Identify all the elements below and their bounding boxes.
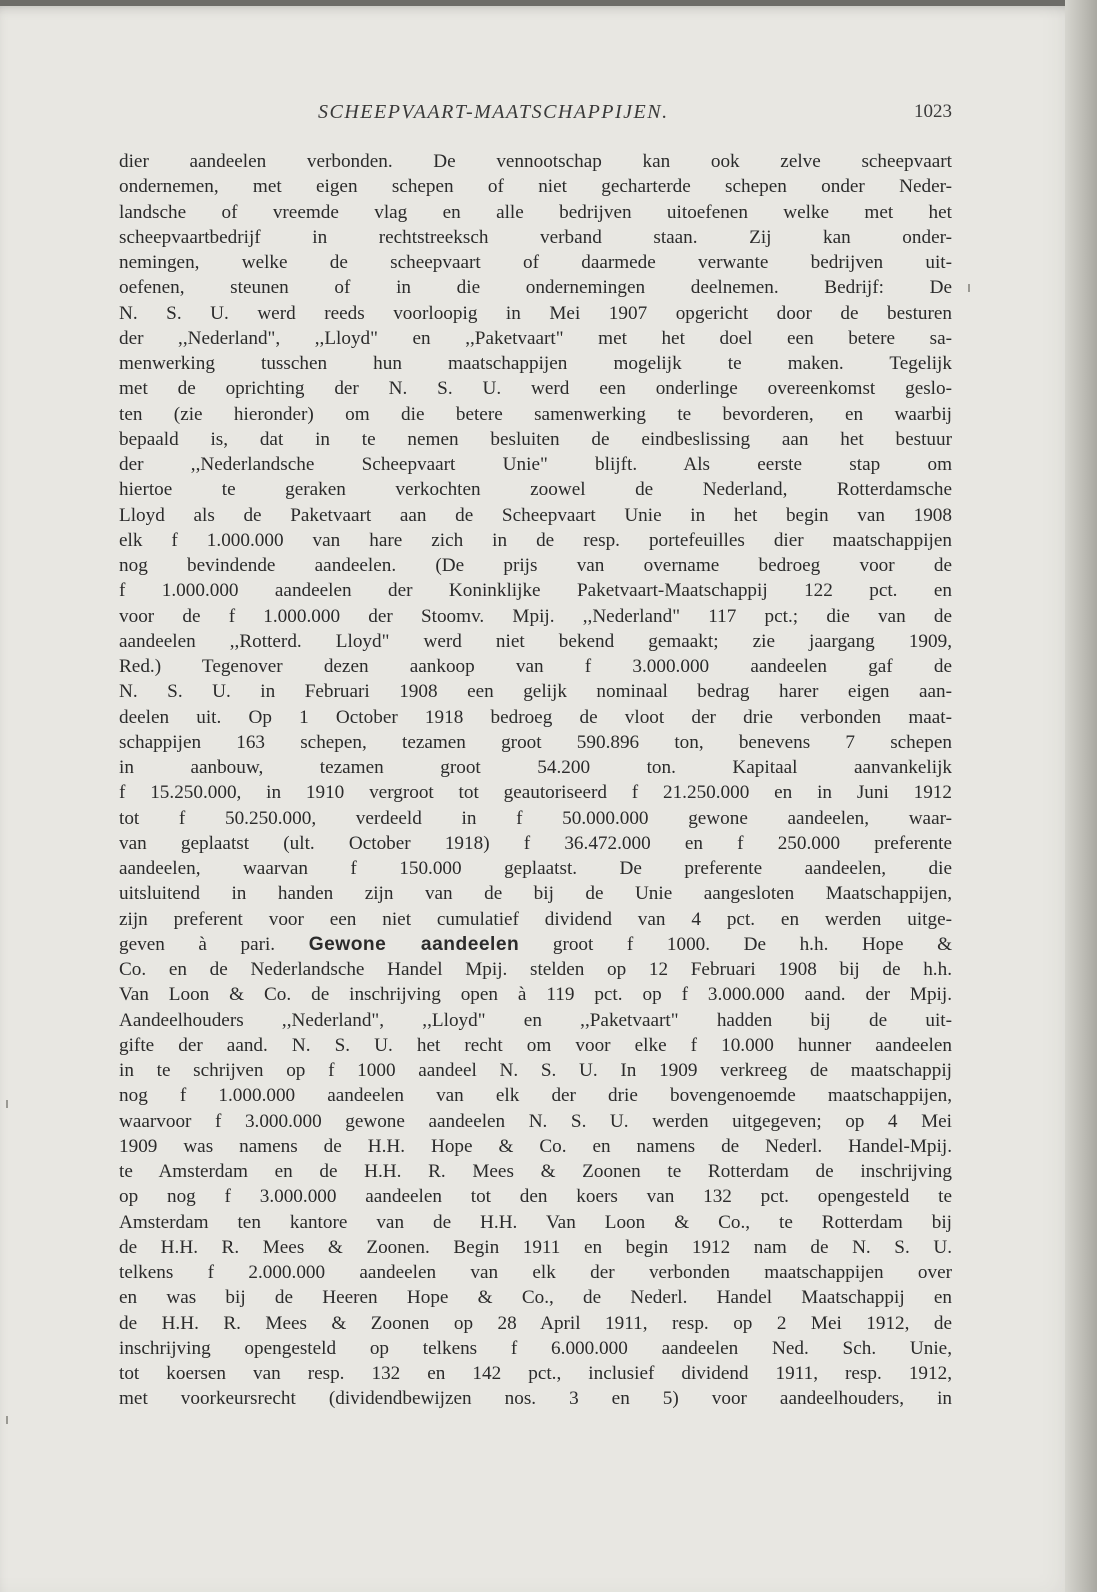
text-segment: geven à pari. <box>119 933 309 955</box>
running-title: SCHEEPVAART-MAATSCHAPPIJEN. <box>318 101 669 123</box>
text-line: op nog f 3.000.000 aandeelen tot den koers van 132 pct. opengesteld te <box>119 1186 952 1208</box>
text-line: inschrijving opengesteld op telkens f 6.000.000 aandeelen Ned. Sch. Unie, <box>119 1337 952 1359</box>
text-line: bepaald is, dat in te nemen besluiten de eindbeslissing aan het bestuur <box>119 428 952 450</box>
page-right-edge <box>1065 0 1097 1592</box>
text-line: deelen uit. Op 1 October 1918 bedroeg de vloot der drie verbonden maat- <box>119 706 952 728</box>
text-line: oefenen, steunen of in die ondernemingen deelnemen. Bedrijf: De <box>119 277 952 299</box>
text-line: N. S. U. in Februari 1908 een gelijk nominaal bedrag harer eigen aan- <box>119 681 952 703</box>
margin-mark <box>6 1416 8 1424</box>
text-line: gifte der aand. N. S. U. het recht om voor elke f 10.000 hunner aandeelen <box>119 1034 952 1056</box>
text-line: Aandeelhouders ,,Nederland", ,,Lloyd" en ,,Paketvaart" hadden bij de uit- <box>119 1009 952 1031</box>
body-text <box>119 149 952 1412</box>
text-line: der ,,Nederlandsche Scheepvaart Unie" blijft. Als eerste stap om <box>119 454 952 475</box>
text-line: uitsluitend in handen zijn van de bij de Unie aangesloten Maatschappijen, <box>119 883 952 905</box>
text-line: nemingen, welke de scheepvaart of daarmede verwante bedrijven uit- <box>119 252 952 273</box>
text-line: met voorkeursrecht (dividendbewijzen nos. 3 en 5) voor aandeelhouders, in <box>119 1388 952 1410</box>
text-line: ondernemen, met eigen schepen of niet gecharterde schepen onder Neder- <box>119 176 952 198</box>
text-line: f 1.000.000 aandeelen der Koninklijke Paketvaart-Maatschappij 122 pct. en <box>119 580 952 602</box>
text-line: zijn preferent voor een niet cumulatief dividend van 4 pct. en werden uitge- <box>119 908 952 930</box>
text-line: en was bij de Heeren Hope & Co., de Nederl. Handel Maatschappij en <box>119 1287 952 1309</box>
text-line: scheepvaartbedrijf in rechtstreeksch verband staan. Zij kan onder- <box>119 226 952 248</box>
text-segment: groot f 1000. De h.h. Hope & <box>519 933 952 955</box>
margin-mark <box>968 284 970 292</box>
text-line: aandeelen ,,Rotterd. Lloyd" werd niet bekend gemaakt; zie jaargang 1909, <box>119 630 952 652</box>
text-line: aandeelen, waarvan f 150.000 geplaatst. De preferente aandeelen, die <box>119 858 952 879</box>
text-line: elk f 1.000.000 van hare zich in de resp. portefeuilles dier maatschappijen <box>119 529 952 551</box>
section-heading-inline: Gewone aandeelen <box>308 933 520 955</box>
text-line: in aanbouw, tezamen groot 54.200 ton. Kapitaal aanvankelijk <box>119 757 952 778</box>
text-line: N. S. U. werd reeds voorloopig in Mei 1907 opgericht door de besturen <box>119 302 952 324</box>
text-line: schappijen 163 schepen, tezamen groot 590.896 ton, benevens 7 schepen <box>119 731 952 753</box>
text-line: van geplaatst (ult. October 1918) f 36.472.000 en f 250.000 preferente <box>119 832 952 854</box>
text-line: hiertoe te geraken verkochten zoowel de Nederland, Rotterdamsche <box>119 479 952 501</box>
text-line: menwerking tusschen hun maatschappijen mogelijk te maken. Tegelijk <box>119 353 952 374</box>
text-line: nog bevindende aandeelen. (De prijs van overname bedroeg voor de <box>119 555 952 576</box>
text-line: Amsterdam ten kantore van de H.H. Van Loon & Co., te Rotterdam bij <box>119 1211 952 1233</box>
text-line: tot f 50.250.000, verdeeld in f 50.000.000 gewone aandeelen, waar- <box>119 807 952 829</box>
text-line: tot koersen van resp. 132 en 142 pct., inclusief dividend 1911, resp. 1912, <box>119 1363 952 1384</box>
text-line: der ,,Nederland", ,,Lloyd" en ,,Paketvaart" met het doel een betere sa- <box>119 327 952 349</box>
text-line: nog f 1.000.000 aandeelen van elk der drie bovengenoemde maatschappijen, <box>119 1085 952 1107</box>
text-line: f 15.250.000, in 1910 vergroot tot geautoriseerd f 21.250.000 en in Juni 1912 <box>119 782 952 804</box>
text-line: Lloyd als de Paketvaart aan de Scheepvaart Unie in het begin van 1908 <box>119 504 952 526</box>
text-line: Van Loon & Co. de inschrijving open à 119 pct. op f 3.000.000 aand. der Mpij. <box>119 984 952 1006</box>
page-header <box>118 101 952 125</box>
margin-mark <box>6 1100 8 1108</box>
text-line: landsche of vreemde vlag en alle bedrijven uitoefenen welke met het <box>119 201 952 223</box>
text-line <box>119 932 952 957</box>
text-line: ten (zie hieronder) om die betere samenwerking te bevorderen, en waarbij <box>119 403 952 425</box>
text-line: te Amsterdam en de H.H. R. Mees & Zoonen te Rotterdam de inschrijving <box>119 1161 952 1182</box>
text-line: de H.H. R. Mees & Zoonen op 28 April 1911, resp. op 2 Mei 1912, de <box>119 1312 952 1334</box>
text-line: in te schrijven op f 1000 aandeel N. S. U. In 1909 verkreeg de maatschappij <box>119 1060 952 1081</box>
scan-top-edge <box>0 0 1097 6</box>
text-line: waarvoor f 3.000.000 gewone aandeelen N. S. U. werden uitgegeven; op 4 Mei <box>119 1110 952 1132</box>
text-line: Co. en de Nederlandsche Handel Mpij. stelden op 12 Februari 1908 bij de h.h. <box>119 959 952 980</box>
text-line: dier aandeelen verbonden. De vennootschap kan ook zelve scheepvaart <box>119 151 952 172</box>
text-line: 1909 was namens de H.H. Hope & Co. en namens de Nederl. Handel-Mpij. <box>119 1135 952 1157</box>
text-line: Red.) Tegenover dezen aankoop van f 3.000.000 aandeelen gaf de <box>119 656 952 677</box>
page-number: 1023 <box>914 101 952 122</box>
text-line: telkens f 2.000.000 aandeelen van elk der verbonden maatschappijen over <box>119 1262 952 1283</box>
text-line: met de oprichting der N. S. U. werd een onderlinge overeenkomst geslo- <box>119 378 952 400</box>
text-line: de H.H. R. Mees & Zoonen. Begin 1911 en begin 1912 nam de N. S. U. <box>119 1236 952 1258</box>
text-line: voor de f 1.000.000 der Stoomv. Mpij. ,,Nederland" 117 pct.; die van de <box>119 605 952 627</box>
